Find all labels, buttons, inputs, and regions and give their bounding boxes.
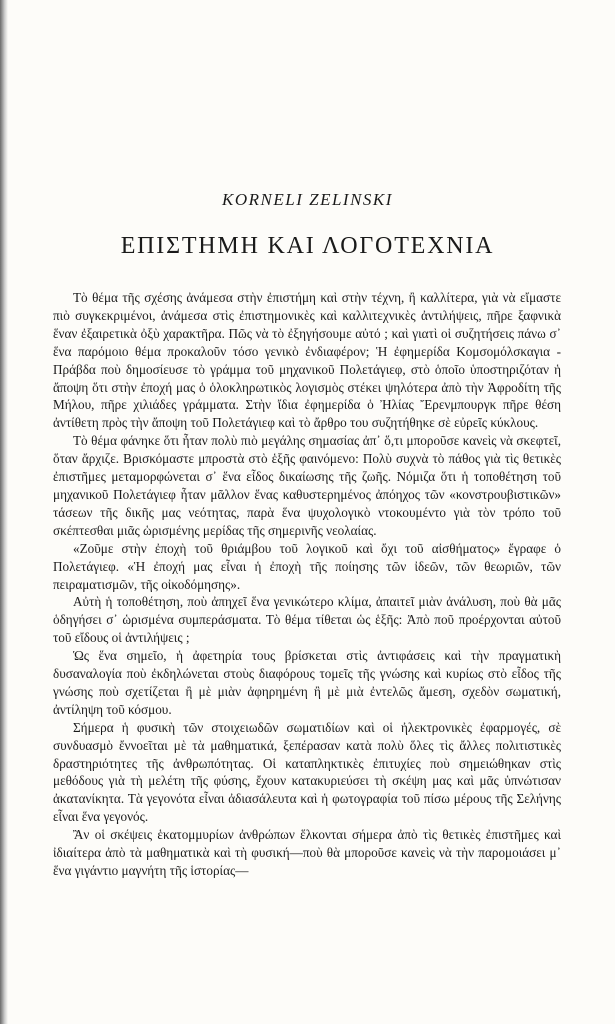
paragraph: Τὸ θέμα φάνηκε ὅτι ἦταν πολὺ πιὸ μεγάλης σημασίας ἀπ᾿ ὅ,τι μποροῦσε κανεὶς νὰ σκεφτεῖ, ὅταν ἄρχιζε. Βρισκόμαστε μπροστὰ στὸ ἑξῆς φαινόμενο: Πολὺ συχνὰ τὸ πάθος γιὰ τὶς θετικὲς ἐπιστῆμες μεταμορφώνεται σ᾿ ἕνα εἶδος δικαίωσης τῆς ζωῆς. Νόμιζα ὅτι ἡ τοποθέτηση τοῦ μηχανικοῦ Πολετάγιεφ ἦταν μᾶλλον ἕνας καθυστερημένος ἀπόηχος τῶν «κονστρουβιστικῶν» τάσεων τῆς δικῆς μας νεότητας, παρὰ ἕνα ψυχολογικὸ ντοκουμέντο γιὰ τὸν τρόπο τοῦ σκέπτεσθαι μιᾶς ὡρισμένης μερίδας τῆς σημερινῆς νεολαίας. <box>53 433 561 538</box>
article-title: ΕΠΙΣΤΗΜΗ ΚΑΙ ΛΟΓΟΤΕΧΝΙΑ <box>120 233 495 259</box>
paragraph: «Ζοῦμε στὴν ἐποχὴ τοῦ θριάμβου τοῦ λογικοῦ καὶ ὄχι τοῦ αἰσθήματος» ἔγραφε ὁ Πολετάγιεφ. «Ἡ ἐποχή μας εἶναι ἡ ἐποχὴ τῆς ποίησης τῶν ἰδεῶν, τῶν θεωριῶν, τῶν πειραματισμῶν, τῆς οἰκοδόμησης». <box>53 540 561 592</box>
paragraph: Αὐτὴ ἡ τοποθέτηση, ποὺ ἀπηχεῖ ἕνα γενικώτερο κλίμα, ἀπαιτεῖ μιὰν ἀνάλυση, ποὺ θὰ μᾶς ὁδηγήσει σ᾿ ὡρισμένα συμπεράσματα. Τὸ θέμα τίθεται ὡς ἑξῆς: Ἀπὸ ποῦ προέρχονται αὐτοῦ τοῦ εἴδους οἱ ἀντιλήψεις ; <box>53 594 561 646</box>
article-body <box>53 289 561 880</box>
paragraph: Σήμερα ἡ φυσικὴ τῶν στοιχειωδῶν σωματιδίων καὶ οἱ ἠλεκτρονικὲς ἐφαρμογές, σὲ συνδυασμὸ ἔννοεῖται μὲ τὰ μαθηματικά, ξεπέρασαν κατὰ πολὺ ὅλες τὶς ἄλλες πολιτιστικὲς δραστηριότητες τῆς ἀνθρωπότητας. Οἱ καταπληκτικὲς ἐπιτυχίες ποὺ σημειώθηκαν στὶς μεθόδους γιὰ τὴ μελέτη τῆς φύσης, ἔχουν κατακυριεύσει τὴ σκέψη μας καὶ μᾶς ὑπνώτισαν ἀκατανίκητα. Τὰ γεγονότα εἶναι ἀδιασάλευτα καὶ ἡ φωτογραφία τοῦ πίσω μέρους τῆς Σελήνης εἶναι ἕνα γεγονός. <box>53 719 561 825</box>
page-edge-shadow <box>0 0 8 1024</box>
article-author: KORNELI ZELINSKI <box>222 190 393 209</box>
paragraph: Τὸ θέμα τῆς σχέσης ἀνάμεσα στὴν ἐπιστήμη καὶ στὴν τέχνη, ἢ καλλίτερα, γιὰ νὰ εἴμαστε πιὸ συγκεκριμένοι, ἀνάμεσα στὶς ἐπιστημονικὲς καὶ καλλιτεχνικὲς ἀντιλήψεις, πῆρε ξαφνικὰ ἕναν ἐξαιρετικὰ ὀξὺ χαρακτῆρα. Πῶς νὰ τὸ ἐξηγήσουμε αὐτό ; καὶ γιατὶ οἱ συζητήσεις πάνω σ᾿ ἕνα παρόμοιο θέμα προκαλοῦν τόσο γενικὸ ἐνδιαφέρον; Ἡ ἐφημερίδα Κομσομόλσκαγια - Πράβδα ποὺ δημοσίευσε τὸ γράμμα τοῦ μηχανικοῦ Πολετάγιεφ, στὸ ὁποῖο ὑποστηριζόταν ἡ ἄποψη ὅτι στὴν ἐποχή μας ὁ ὁλοκληρωτικὸς λογισμὸς στέκει ψηλότερα ἀπὸ τὴν Ἀφροδίτη τῆς Μήλου, πῆρε χιλιάδες γράμματα. Στὴν ἴδια ἐφημερίδα ὁ Ἠλίας Ἔρενμπουργκ πῆρε θέση ἀντίθετη πρὸς τὴν ἄποψη τοῦ Πολετάγιεφ καὶ τὸ ἄρθρο του συζητήθηκε σὲ εὐρεῖς κύκλους. <box>53 290 561 431</box>
paragraph: Ὡς ἕνα σημεῖο, ἡ ἀφετηρία τους βρίσκεται στὶς ἀντιφάσεις καὶ τὴν πραγματικὴ δυσαναλογία ποὺ ἐκδηλώνεται στοὺς διαφόρους τομεῖς τῆς γνώσης καὶ κυρίως στὸ εἶδος τῆς γνώσης ποὺ σχετίζεται ἢ μὲ μιὰν ἀφηρημένη ἢ μὲ μιὰ ἐντελῶς ἄμεση, σχεδὸν σωματική, ἀντίληψη τοῦ κόσμου. <box>53 648 561 717</box>
paragraph: Ἂν οἱ σκέψεις ἑκατομμυρίων ἀνθρώπων ἕλκονται σήμερα ἀπὸ τὶς θετικὲς ἐπιστῆμες καὶ ἰδιαίτερα ἀπὸ τὰ μαθηματικὰ καὶ τὴ φυσική—ποὺ θὰ μποροῦσε κανεὶς νὰ τὴν παρομοιάσει μ᾿ ἕνα γιγάντιο μαγνήτη τῆς ἱστορίας— <box>53 827 561 878</box>
